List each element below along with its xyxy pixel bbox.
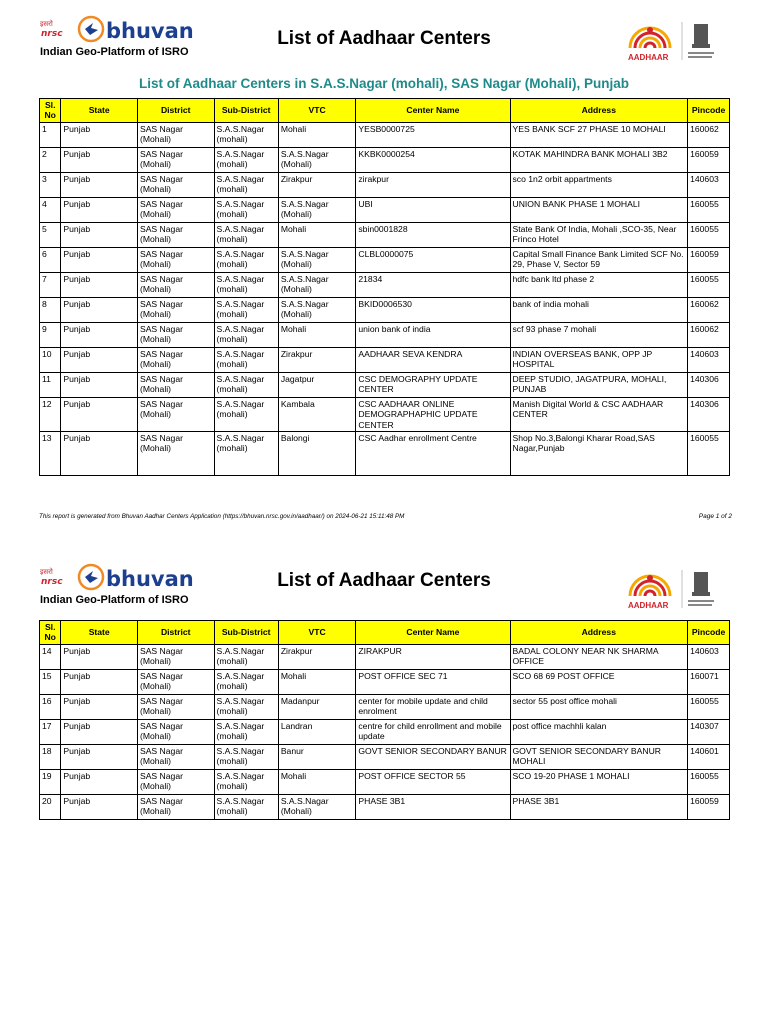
- table-row: [40, 297, 730, 322]
- cell-center-name: center for mobile update and child enrolment: [356, 694, 510, 719]
- column-header-center-name: Center Name: [356, 99, 510, 123]
- cell-sl-no: 16: [40, 694, 61, 719]
- cell-address: INDIAN OVERSEAS BANK, OPP JP HOSPITAL: [510, 347, 688, 372]
- svg-text:Indian Geo-Platform of ISRO: Indian Geo-Platform of ISRO: [40, 594, 189, 606]
- cell-pincode: 160071: [688, 669, 730, 694]
- aadhaar-logo: [622, 18, 730, 64]
- cell-sub-district: S.A.S.Nagar (mohali): [214, 719, 278, 744]
- cell-pincode: 160059: [688, 147, 730, 172]
- cell-sub-district: S.A.S.Nagar (mohali): [214, 147, 278, 172]
- cell-center-name: centre for child enrollment and mobile update: [356, 719, 510, 744]
- cell-state: Punjab: [61, 669, 138, 694]
- cell-sub-district: S.A.S.Nagar (mohali): [214, 122, 278, 147]
- cell-state: Punjab: [61, 744, 138, 769]
- cell-address: KOTAK MAHINDRA BANK MOHALI 3B2: [510, 147, 688, 172]
- cell-vtc: Mohali: [278, 122, 356, 147]
- cell-address: GOVT SENIOR SECONDARY BANUR MOHALI: [510, 744, 688, 769]
- cell-center-name: AADHAAR SEVA KENDRA: [356, 347, 510, 372]
- cell-vtc: Zirakpur: [278, 347, 356, 372]
- cell-center-name: CLBL0000075: [356, 247, 510, 272]
- table-row: [40, 719, 730, 744]
- cell-sl-no: 9: [40, 322, 61, 347]
- page-number: Page 1 of 2: [698, 513, 732, 520]
- cell-center-name: CSC DEMOGRAPHY UPDATE CENTER: [356, 372, 510, 397]
- cell-vtc: Zirakpur: [278, 644, 356, 669]
- cell-state: Punjab: [61, 247, 138, 272]
- table-row: [40, 372, 730, 397]
- cell-pincode: 160062: [688, 122, 730, 147]
- cell-sub-district: S.A.S.Nagar (mohali): [214, 794, 278, 819]
- column-header-pincode: Pincode: [688, 621, 730, 645]
- cell-state: Punjab: [61, 147, 138, 172]
- cell-district: SAS Nagar (Mohali): [137, 322, 214, 347]
- table-row: [40, 272, 730, 297]
- cell-district: SAS Nagar (Mohali): [137, 297, 214, 322]
- cell-sl-no: 11: [40, 372, 61, 397]
- cell-address: Capital Small Finance Bank Limited SCF No. 29, Phase V, Sector 59: [510, 247, 688, 272]
- table-row: [40, 122, 730, 147]
- svg-text:इसरो: इसरो: [40, 568, 53, 576]
- cell-center-name: PHASE 3B1: [356, 794, 510, 819]
- cell-district: SAS Nagar (Mohali): [137, 122, 214, 147]
- cell-pincode: 140603: [688, 172, 730, 197]
- cell-address: post office machhli kalan: [510, 719, 688, 744]
- column-header-sl-no: Sl. No: [40, 99, 61, 123]
- cell-district: SAS Nagar (Mohali): [137, 172, 214, 197]
- column-header-state: State: [61, 621, 138, 645]
- table-row: [40, 794, 730, 819]
- cell-sub-district: S.A.S.Nagar (mohali): [214, 172, 278, 197]
- cell-district: SAS Nagar (Mohali): [137, 397, 214, 431]
- cell-pincode: 140307: [688, 719, 730, 744]
- cell-sub-district: S.A.S.Nagar (mohali): [214, 397, 278, 431]
- cell-sl-no: 14: [40, 644, 61, 669]
- column-header-vtc: VTC: [278, 99, 356, 123]
- table-row: [40, 247, 730, 272]
- table-header-row: [40, 99, 730, 123]
- cell-pincode: 160055: [688, 272, 730, 297]
- cell-pincode: 140601: [688, 744, 730, 769]
- cell-sl-no: 4: [40, 197, 61, 222]
- cell-district: SAS Nagar (Mohali): [137, 669, 214, 694]
- column-header-district: District: [137, 99, 214, 123]
- cell-state: Punjab: [61, 432, 138, 476]
- cell-vtc: S.A.S.Nagar (Mohali): [278, 794, 356, 819]
- report-subtitle: List of Aadhaar Centers in S.A.S.Nagar (mohali), SAS Nagar (Mohali), Punjab: [138, 76, 630, 91]
- cell-pincode: 160062: [688, 322, 730, 347]
- cell-vtc: S.A.S.Nagar (Mohali): [278, 197, 356, 222]
- cell-pincode: 160062: [688, 297, 730, 322]
- cell-pincode: 160055: [688, 769, 730, 794]
- page-2: [0, 548, 768, 1024]
- cell-address: SCO 19-20 PHASE 1 MOHALI: [510, 769, 688, 794]
- cell-address: PHASE 3B1: [510, 794, 688, 819]
- cell-district: SAS Nagar (Mohali): [137, 372, 214, 397]
- cell-district: SAS Nagar (Mohali): [137, 794, 214, 819]
- cell-pincode: 160055: [688, 432, 730, 476]
- cell-sl-no: 15: [40, 669, 61, 694]
- cell-center-name: BKID0006530: [356, 297, 510, 322]
- page-title: List of Aadhaar Centers: [277, 28, 491, 49]
- cell-address: BADAL COLONY NEAR NK SHARMA OFFICE: [510, 644, 688, 669]
- cell-center-name: YESB0000725: [356, 122, 510, 147]
- table-row: [40, 147, 730, 172]
- svg-text:Indian Geo-Platform of ISRO: Indian Geo-Platform of ISRO: [40, 46, 189, 58]
- table-row: [40, 347, 730, 372]
- column-header-address: Address: [510, 621, 688, 645]
- cell-state: Punjab: [61, 122, 138, 147]
- table-row: [40, 694, 730, 719]
- cell-district: SAS Nagar (Mohali): [137, 222, 214, 247]
- cell-center-name: UBI: [356, 197, 510, 222]
- cell-sl-no: 12: [40, 397, 61, 431]
- page-title: List of Aadhaar Centers: [277, 570, 491, 591]
- table-row: [40, 397, 730, 431]
- emblem-icon: [688, 572, 714, 606]
- table-row: [40, 222, 730, 247]
- cell-sub-district: S.A.S.Nagar (mohali): [214, 197, 278, 222]
- cell-address: SCO 68 69 POST OFFICE: [510, 669, 688, 694]
- cell-pincode: 160059: [688, 247, 730, 272]
- cell-center-name: sbin0001828: [356, 222, 510, 247]
- cell-sl-no: 6: [40, 247, 61, 272]
- cell-sub-district: S.A.S.Nagar (mohali): [214, 297, 278, 322]
- cell-sub-district: S.A.S.Nagar (mohali): [214, 222, 278, 247]
- cell-sub-district: S.A.S.Nagar (mohali): [214, 669, 278, 694]
- cell-address: UNION BANK PHASE 1 MOHALI: [510, 197, 688, 222]
- cell-vtc: Madanpur: [278, 694, 356, 719]
- cell-address: YES BANK SCF 27 PHASE 10 MOHALI: [510, 122, 688, 147]
- table-row: [40, 744, 730, 769]
- cell-district: SAS Nagar (Mohali): [137, 694, 214, 719]
- cell-state: Punjab: [61, 694, 138, 719]
- centers-table-page-1: [39, 98, 730, 476]
- cell-vtc: S.A.S.Nagar (Mohali): [278, 297, 356, 322]
- cell-state: Punjab: [61, 272, 138, 297]
- cell-address: sector 55 post office mohali: [510, 694, 688, 719]
- cell-district: SAS Nagar (Mohali): [137, 247, 214, 272]
- cell-state: Punjab: [61, 397, 138, 431]
- cell-vtc: S.A.S.Nagar (Mohali): [278, 247, 356, 272]
- column-header-district: District: [137, 621, 214, 645]
- cell-district: SAS Nagar (Mohali): [137, 147, 214, 172]
- svg-text:nrsc: nrsc: [41, 577, 63, 587]
- centers-table-page-2: [39, 620, 730, 820]
- cell-center-name: union bank of india: [356, 322, 510, 347]
- column-header-sub-district: Sub-District: [214, 99, 278, 123]
- cell-pincode: 160055: [688, 694, 730, 719]
- cell-address: hdfc bank ltd phase 2: [510, 272, 688, 297]
- cell-pincode: 140603: [688, 644, 730, 669]
- cell-address: DEEP STUDIO, JAGATPURA, MOHALI, PUNJAB: [510, 372, 688, 397]
- table-row: [40, 172, 730, 197]
- cell-state: Punjab: [61, 172, 138, 197]
- table-row: [40, 432, 730, 476]
- cell-sl-no: 20: [40, 794, 61, 819]
- cell-sl-no: 18: [40, 744, 61, 769]
- cell-state: Punjab: [61, 372, 138, 397]
- cell-state: Punjab: [61, 347, 138, 372]
- cell-state: Punjab: [61, 197, 138, 222]
- column-header-vtc: VTC: [278, 621, 356, 645]
- cell-district: SAS Nagar (Mohali): [137, 769, 214, 794]
- cell-sl-no: 3: [40, 172, 61, 197]
- table-row: [40, 769, 730, 794]
- cell-district: SAS Nagar (Mohali): [137, 197, 214, 222]
- cell-sl-no: 8: [40, 297, 61, 322]
- cell-center-name: GOVT SENIOR SECONDARY BANUR: [356, 744, 510, 769]
- cell-sl-no: 10: [40, 347, 61, 372]
- cell-pincode: 140306: [688, 397, 730, 431]
- column-header-pincode: Pincode: [688, 99, 730, 123]
- column-header-sub-district: Sub-District: [214, 621, 278, 645]
- cell-center-name: ZIRAKPUR: [356, 644, 510, 669]
- cell-center-name: CSC Aadhar enrollment Centre: [356, 432, 510, 476]
- cell-sl-no: 5: [40, 222, 61, 247]
- cell-sub-district: S.A.S.Nagar (mohali): [214, 372, 278, 397]
- cell-district: SAS Nagar (Mohali): [137, 432, 214, 476]
- cell-pincode: 140306: [688, 372, 730, 397]
- cell-state: Punjab: [61, 719, 138, 744]
- table-row: [40, 669, 730, 694]
- cell-vtc: Mohali: [278, 222, 356, 247]
- cell-district: SAS Nagar (Mohali): [137, 719, 214, 744]
- column-header-state: State: [61, 99, 138, 123]
- table-header-row: [40, 621, 730, 645]
- cell-sub-district: S.A.S.Nagar (mohali): [214, 322, 278, 347]
- cell-sub-district: S.A.S.Nagar (mohali): [214, 347, 278, 372]
- cell-vtc: Mohali: [278, 669, 356, 694]
- cell-center-name: 21834: [356, 272, 510, 297]
- cell-sl-no: 2: [40, 147, 61, 172]
- cell-sl-no: 1: [40, 122, 61, 147]
- aadhaar-logo: [622, 566, 730, 612]
- cell-address: State Bank Of India, Mohali ,SCO-35, Near Frinco Hotel: [510, 222, 688, 247]
- cell-sub-district: S.A.S.Nagar (mohali): [214, 769, 278, 794]
- cell-address: bank of india mohali: [510, 297, 688, 322]
- cell-sl-no: 7: [40, 272, 61, 297]
- cell-vtc: Kambala: [278, 397, 356, 431]
- cell-sub-district: S.A.S.Nagar (mohali): [214, 744, 278, 769]
- cell-state: Punjab: [61, 322, 138, 347]
- cell-vtc: S.A.S.Nagar (Mohali): [278, 272, 356, 297]
- table-row: [40, 322, 730, 347]
- cell-state: Punjab: [61, 794, 138, 819]
- svg-text:AADHAAR: AADHAAR: [628, 53, 669, 62]
- column-header-address: Address: [510, 99, 688, 123]
- cell-center-name: POST OFFICE SECTOR 55: [356, 769, 510, 794]
- cell-district: SAS Nagar (Mohali): [137, 744, 214, 769]
- table-row: [40, 644, 730, 669]
- cell-sl-no: 17: [40, 719, 61, 744]
- svg-text:nrsc: nrsc: [41, 29, 63, 39]
- cell-state: Punjab: [61, 222, 138, 247]
- svg-text:इसरो: इसरो: [40, 20, 53, 28]
- cell-center-name: CSC AADHAAR ONLINE DEMOGRAPHAPHIC UPDATE CENTER: [356, 397, 510, 431]
- table-row: [40, 197, 730, 222]
- svg-text:bhuvan: bhuvan: [106, 567, 194, 591]
- cell-sub-district: S.A.S.Nagar (mohali): [214, 644, 278, 669]
- cell-address: Shop No.3,Balongi Kharar Road,SAS Nagar,Punjab: [510, 432, 688, 476]
- svg-text:bhuvan: bhuvan: [106, 19, 194, 43]
- cell-sl-no: 13: [40, 432, 61, 476]
- cell-sl-no: 19: [40, 769, 61, 794]
- cell-district: SAS Nagar (Mohali): [137, 644, 214, 669]
- cell-vtc: Banur: [278, 744, 356, 769]
- cell-pincode: 160055: [688, 222, 730, 247]
- cell-vtc: Zirakpur: [278, 172, 356, 197]
- cell-district: SAS Nagar (Mohali): [137, 347, 214, 372]
- cell-pincode: 160059: [688, 794, 730, 819]
- cell-pincode: 160055: [688, 197, 730, 222]
- cell-center-name: KKBK0000254: [356, 147, 510, 172]
- cell-vtc: Mohali: [278, 322, 356, 347]
- cell-center-name: zirakpur: [356, 172, 510, 197]
- cell-sub-district: S.A.S.Nagar (mohali): [214, 432, 278, 476]
- cell-vtc: Mohali: [278, 769, 356, 794]
- cell-address: sco 1n2 orbit appartments: [510, 172, 688, 197]
- cell-vtc: S.A.S.Nagar (Mohali): [278, 147, 356, 172]
- cell-district: SAS Nagar (Mohali): [137, 272, 214, 297]
- cell-state: Punjab: [61, 769, 138, 794]
- cell-vtc: Jagatpur: [278, 372, 356, 397]
- cell-address: scf 93 phase 7 mohali: [510, 322, 688, 347]
- report-footnote: This report is generated from Bhuvan Aadhar Centers Application (https://bhuvan.nrsc.gov.in/aadhaar/) on 2024-06-21 15:11:48 PM: [39, 513, 405, 520]
- cell-state: Punjab: [61, 297, 138, 322]
- cell-pincode: 140603: [688, 347, 730, 372]
- column-header-center-name: Center Name: [356, 621, 510, 645]
- cell-address: Manish Digital World & CSC AADHAAR CENTER: [510, 397, 688, 431]
- cell-state: Punjab: [61, 644, 138, 669]
- emblem-icon: [688, 24, 714, 58]
- cell-sub-district: S.A.S.Nagar (mohali): [214, 272, 278, 297]
- cell-sub-district: S.A.S.Nagar (mohali): [214, 694, 278, 719]
- svg-text:AADHAAR: AADHAAR: [628, 601, 669, 610]
- cell-sub-district: S.A.S.Nagar (mohali): [214, 247, 278, 272]
- cell-vtc: Landran: [278, 719, 356, 744]
- column-header-sl-no: Sl. No: [40, 621, 61, 645]
- cell-center-name: POST OFFICE SEC 71: [356, 669, 510, 694]
- cell-vtc: Balongi: [278, 432, 356, 476]
